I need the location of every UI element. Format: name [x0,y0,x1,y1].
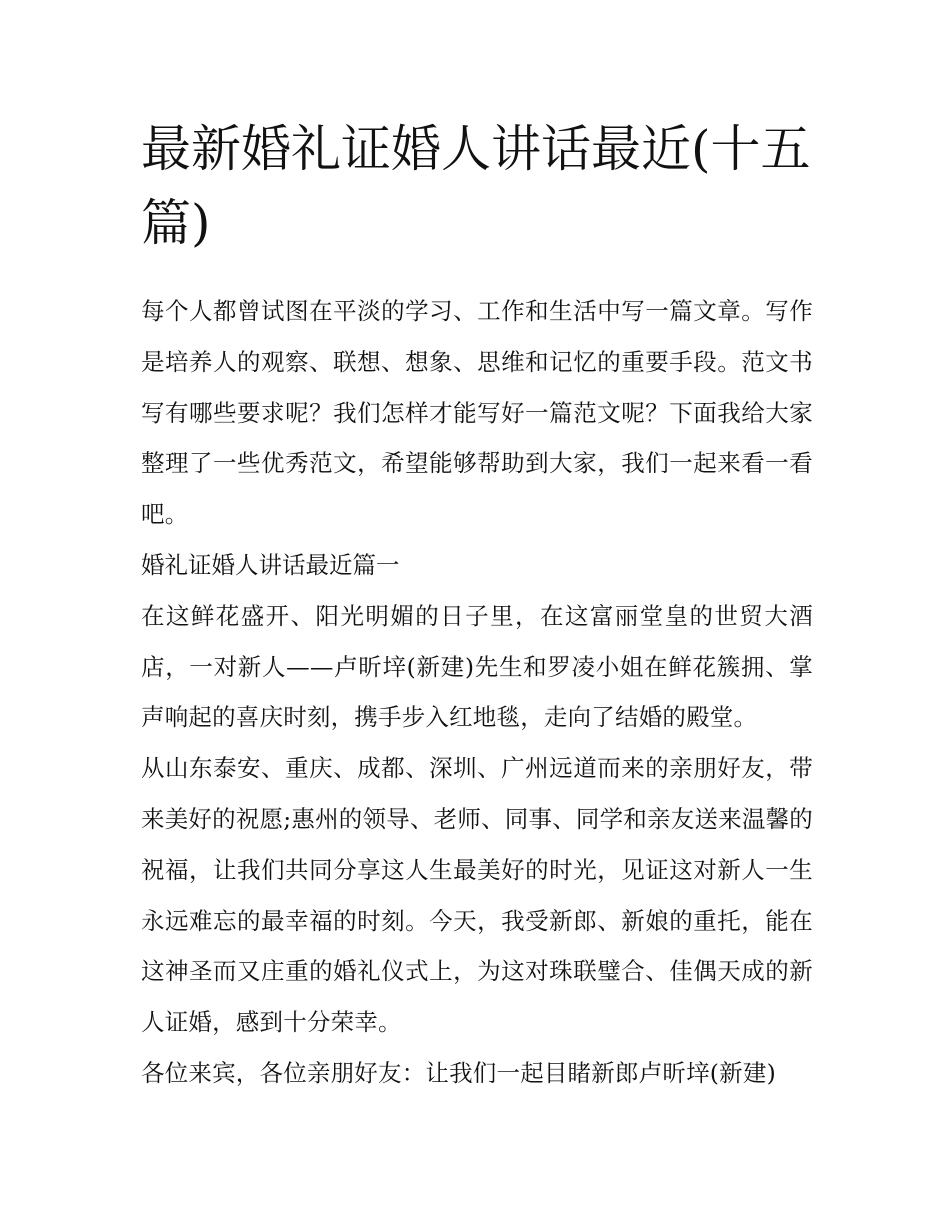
section-heading: 婚礼证婚人讲话最近篇一 [141,550,400,579]
document-content [141,112,813,1099]
body-paragraph-3: 各位来宾，各位亲朋好友：让我们一起目睹新郎卢昕垶(新建) [141,1058,776,1087]
body-paragraph-2: 从山东泰安、重庆、成都、深圳、广州远道而来的亲朋好友，带来美好的祝愿;惠州的领导、老师、同事、同学和亲友送来温馨的祝福，让我们共同分享这人生最美好的时光，见证这对新人一生永远难忘的最幸福的时刻。今天，我受新郎、新娘的重托，能在这神圣而又庄重的婚礼仪式上，为这对珠联璧合、佳偶天成的新人证婚，感到十分荣幸。 [141,754,813,1037]
document-body [141,286,813,1099]
body-paragraph-1: 在这鲜花盛开、阳光明媚的日子里，在这富丽堂皇的世贸大酒店，一对新人——卢昕垶(新建)先生和罗凌小姐在鲜花簇拥、掌声响起的喜庆时刻，携手步入红地毯，走向了结婚的殿堂。 [141,601,813,732]
intro-paragraph: 每个人都曾试图在平淡的学习、工作和生活中写一篇文章。写作是培养人的观察、联想、想象、思维和记忆的重要手段。范文书写有哪些要求呢？我们怎样才能写好一篇范文呢？下面我给大家整理了一些优秀范文，希望能够帮助到大家，我们一起来看一看吧。 [141,297,813,529]
document-title: 最新婚礼证婚人讲话最近(十五篇) [141,120,811,252]
